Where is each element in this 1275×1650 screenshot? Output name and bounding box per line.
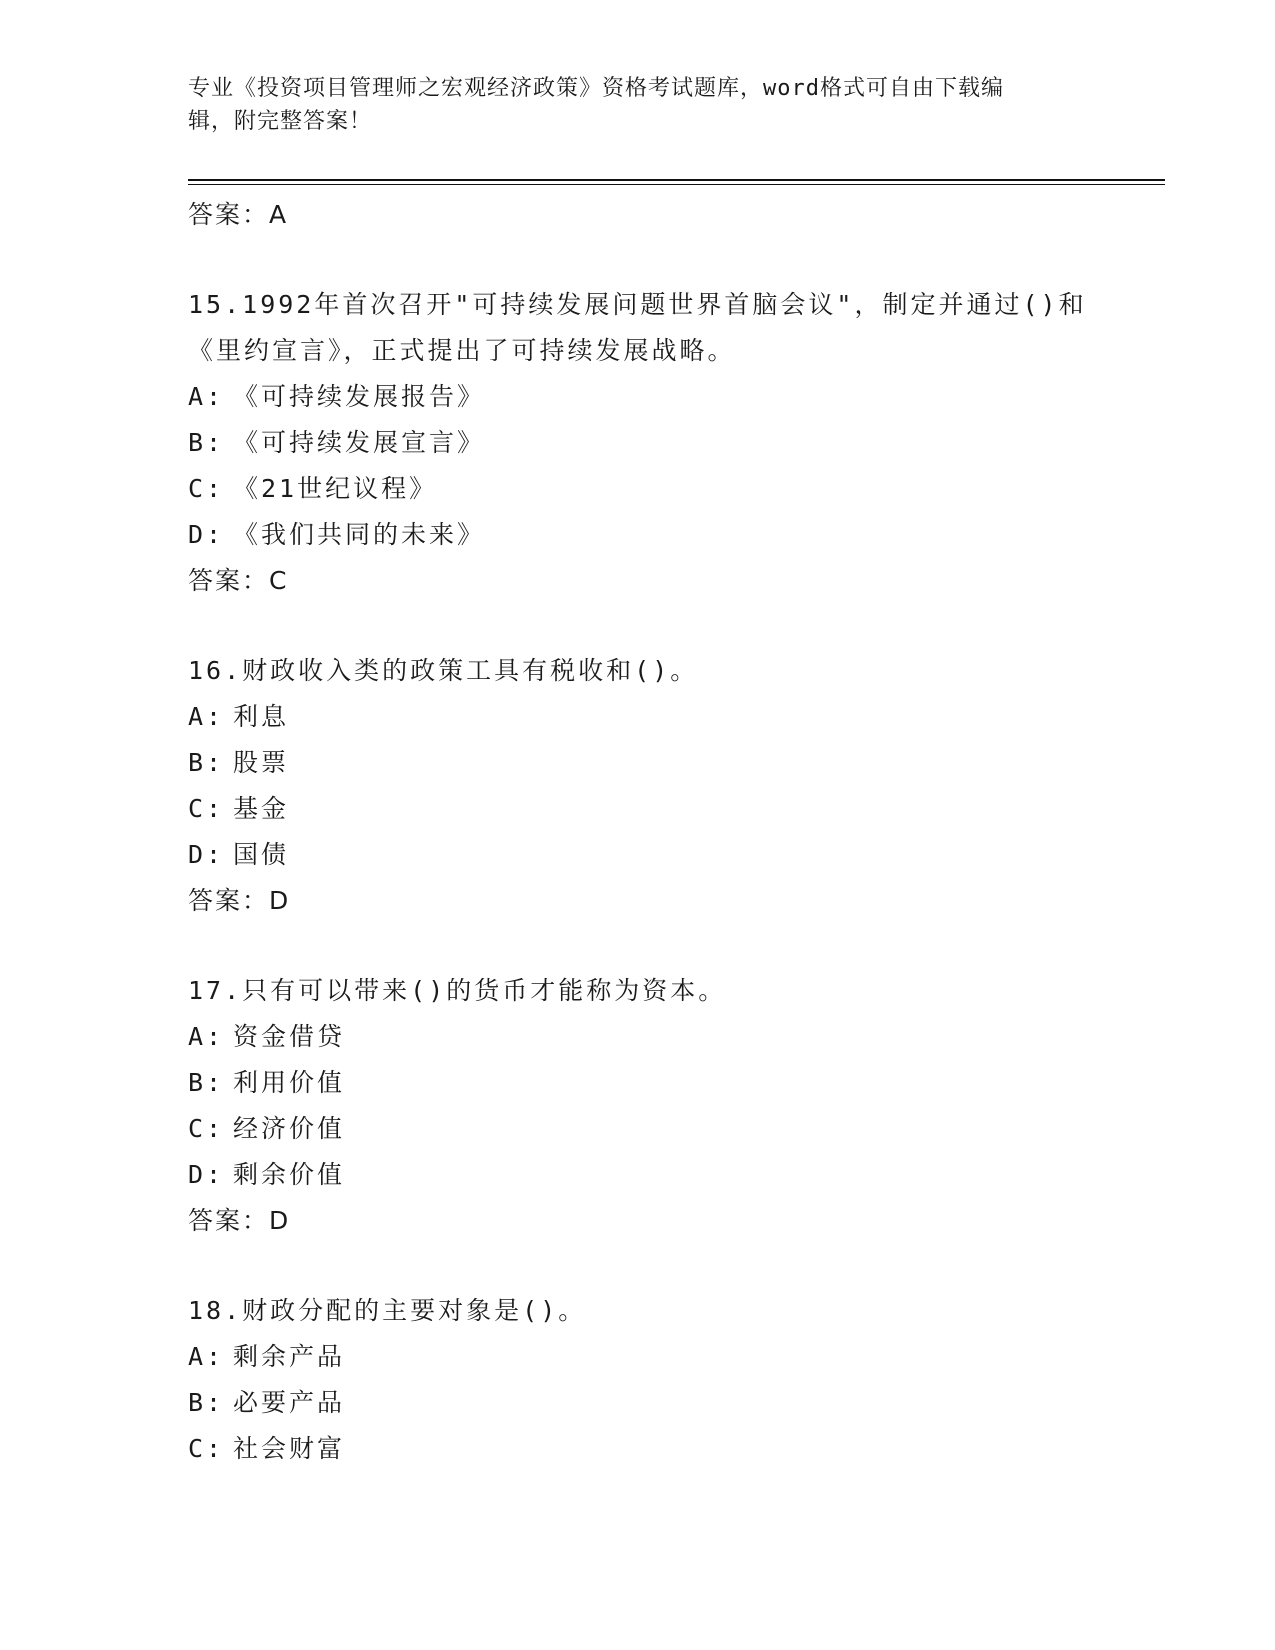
- question-17: [188, 968, 1088, 1244]
- option-text: 剩余产品: [233, 1342, 346, 1371]
- option-label: C:: [188, 1114, 225, 1143]
- header-line-1: 专业《投资项目管理师之宏观经济政策》资格考试题库，word格式可自由下载编: [188, 76, 1004, 101]
- option-label: B:: [188, 428, 225, 457]
- option-text: 利用价值: [233, 1068, 346, 1097]
- option-text: 《我们共同的未来》: [233, 520, 486, 549]
- header-line-2: 辑，附完整答案！: [188, 109, 373, 134]
- option-text: 《21世纪议程》: [233, 474, 438, 503]
- option-a: [188, 694, 1088, 740]
- question-stem: 16.财政收入类的政策工具有税收和()。: [188, 656, 699, 685]
- option-c: [188, 1106, 1088, 1152]
- option-label: A:: [188, 1022, 225, 1051]
- question-16: [188, 648, 1088, 924]
- option-text: 国债: [233, 840, 290, 869]
- option-c: [188, 786, 1088, 832]
- option-label: C:: [188, 794, 225, 823]
- option-text: 利息: [233, 702, 290, 731]
- header-divider-thick: [188, 179, 1165, 181]
- option-text: 《可持续发展报告》: [233, 382, 486, 411]
- option-label: C:: [188, 474, 225, 503]
- question-stem: 15.1992年首次召开"可持续发展问题世界首脑会议"，制定并通过()和: [188, 290, 1087, 319]
- option-b: [188, 740, 1088, 786]
- option-a: [188, 1334, 1088, 1380]
- option-a: [188, 374, 1088, 420]
- option-c: [188, 466, 1088, 512]
- question-stem: 17.只有可以带来()的货币才能称为资本。: [188, 976, 727, 1005]
- answer-line: 答案：A: [188, 200, 289, 229]
- option-d: [188, 1152, 1088, 1198]
- option-label: B:: [188, 1068, 225, 1097]
- option-label: D:: [188, 1160, 225, 1189]
- question-list: [188, 192, 1088, 1472]
- option-d: [188, 512, 1088, 558]
- option-label: A:: [188, 1342, 225, 1371]
- option-text: 剩余价值: [233, 1160, 346, 1189]
- option-label: D:: [188, 520, 225, 549]
- option-label: A:: [188, 702, 225, 731]
- option-label: A:: [188, 382, 225, 411]
- question-stem: 18.财政分配的主要对象是()。: [188, 1296, 587, 1325]
- option-text: 经济价值: [233, 1114, 346, 1143]
- option-label: B:: [188, 748, 225, 777]
- answer-line: 答案：D: [188, 886, 291, 915]
- option-b: [188, 1060, 1088, 1106]
- option-text: 股票: [233, 748, 290, 777]
- option-text: 社会财富: [233, 1434, 346, 1463]
- option-b: [188, 420, 1088, 466]
- option-text: 基金: [233, 794, 290, 823]
- question-stem: 《里约宣言》，正式提出了可持续发展战略。: [188, 336, 736, 365]
- option-b: [188, 1380, 1088, 1426]
- document-header: [188, 72, 1078, 138]
- answer-line: 答案：C: [188, 566, 289, 595]
- option-text: 必要产品: [233, 1388, 346, 1417]
- question-18: [188, 1288, 1088, 1472]
- option-text: 《可持续发展宣言》: [233, 428, 486, 457]
- option-a: [188, 1014, 1088, 1060]
- option-label: D:: [188, 840, 225, 869]
- option-text: 资金借贷: [233, 1022, 346, 1051]
- answer-line: 答案：D: [188, 1206, 291, 1235]
- option-label: C:: [188, 1434, 225, 1463]
- option-d: [188, 832, 1088, 878]
- option-c: [188, 1426, 1088, 1472]
- option-label: B:: [188, 1388, 225, 1417]
- header-divider-thin: [188, 184, 1165, 185]
- question-15: [188, 282, 1088, 604]
